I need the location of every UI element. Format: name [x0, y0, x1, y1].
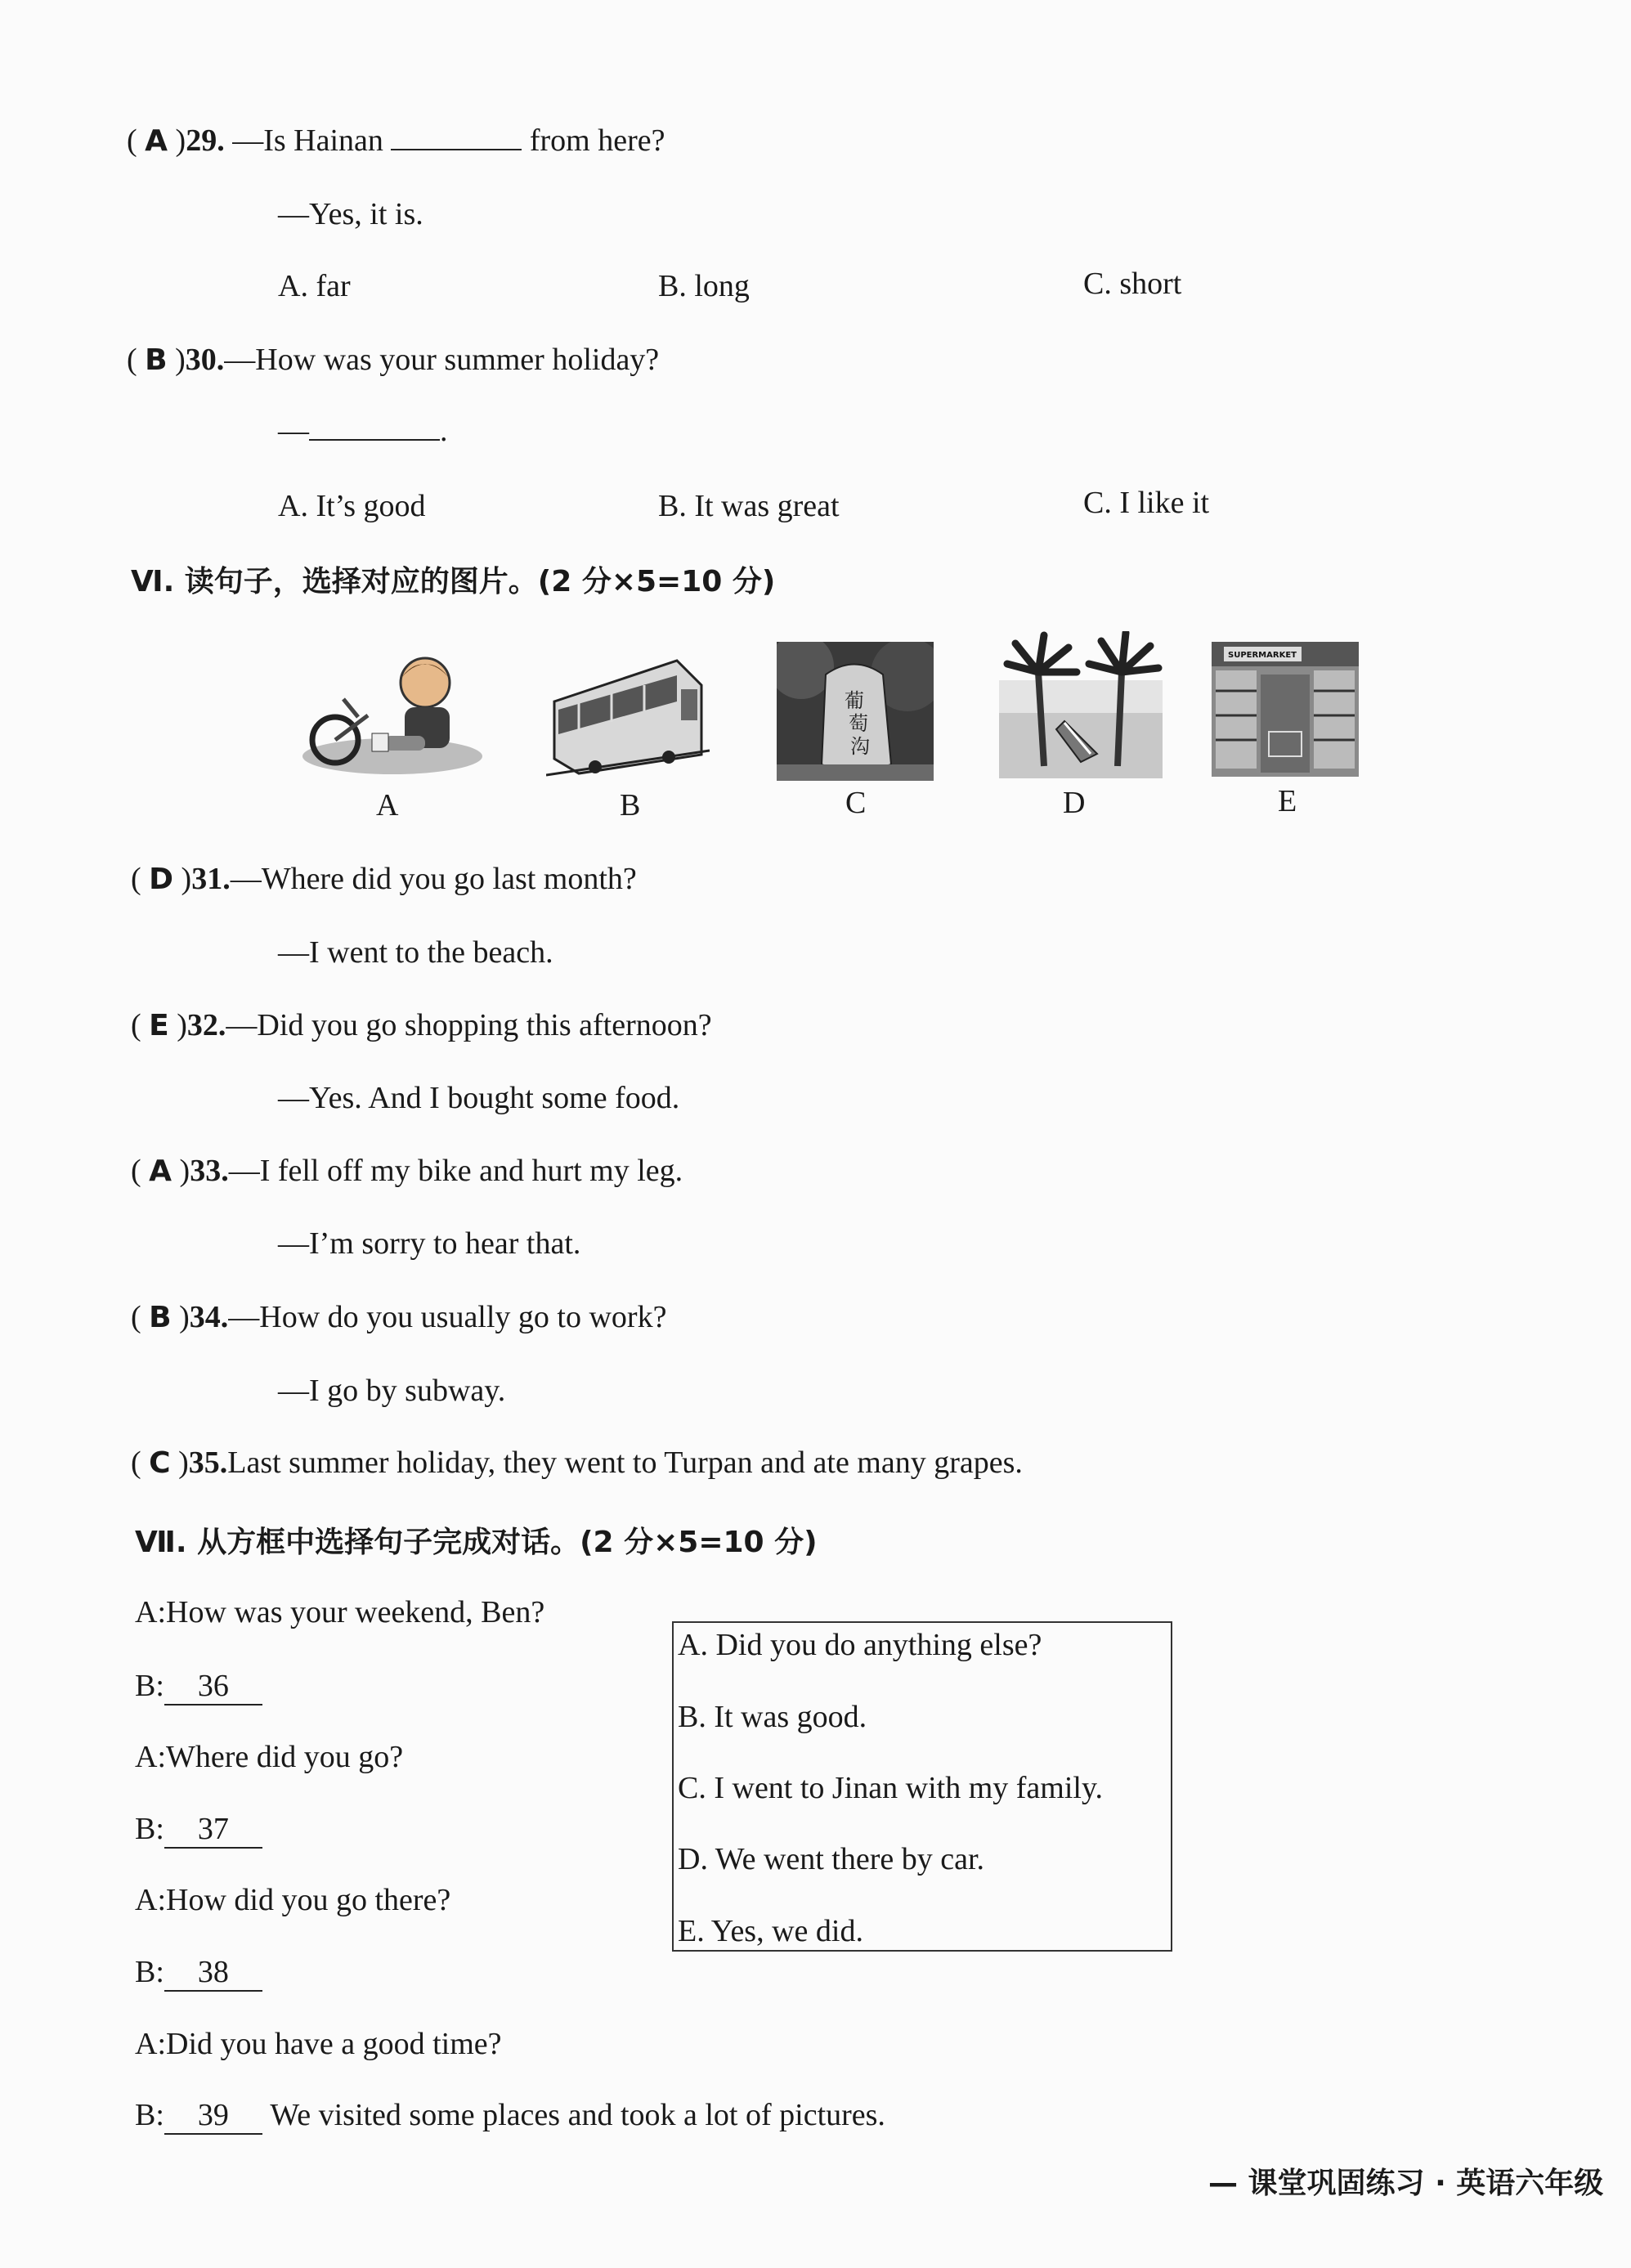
stone-char-1: 葡	[845, 689, 864, 712]
q32-line2: —Yes. And I bought some food.	[278, 1081, 680, 1115]
q33-line2: —I’m sorry to hear that.	[278, 1226, 581, 1261]
speaker: B:	[135, 1955, 164, 1989]
speaker: A:	[135, 1740, 166, 1774]
dialogue-line-4	[135, 1811, 262, 1849]
q29-option-c: C. short	[1083, 267, 1182, 301]
blank-36: 36	[164, 1668, 262, 1705]
q30-reply-prefix: —	[278, 414, 309, 448]
picture-a-boy-bike	[294, 650, 482, 781]
dialogue-text: We visited some places and took a lot of pictures.	[270, 2098, 885, 2132]
supermarket-sign: SUPERMARKET	[1228, 651, 1297, 660]
q31-line2: —I went to the beach.	[278, 935, 553, 970]
section7-heading: Ⅶ. 从方框中选择句子完成对话。(2 分×5=10 分)	[135, 1526, 818, 1559]
picture-c-grape-valley-stone	[777, 642, 934, 781]
picture-e-supermarket	[1212, 642, 1359, 777]
dialogue-line-6	[135, 1954, 262, 1992]
dialogue-line-8	[135, 2097, 885, 2135]
box-option-c: C. I went to Jinan with my family.	[678, 1771, 1103, 1805]
q33-line1: —I fell off my bike and hurt my leg.	[228, 1154, 683, 1188]
box-option-b: B. It was good.	[678, 1700, 867, 1734]
speaker: A:	[135, 1883, 166, 1917]
q34-line1: —How do you usually go to work?	[228, 1300, 667, 1334]
box-option-e: E. Yes, we did.	[678, 1914, 863, 1948]
q33-answer: A	[149, 1154, 173, 1188]
stone-char-2: 萄	[849, 712, 868, 735]
q32-stem: ( E )32.—Did you go shopping this afternoon?	[131, 1008, 712, 1042]
dialogue-text: How was your weekend, Ben?	[166, 1595, 545, 1629]
dialogue-line-7	[135, 2026, 502, 2062]
q30-number: 30.	[185, 343, 225, 377]
stone-char-3: 沟	[850, 735, 870, 758]
q30-reply	[278, 413, 448, 449]
dialogue-line-3	[135, 1739, 403, 1775]
q29-prompt-after: from here?	[529, 123, 665, 158]
q34-stem: ( B )34.—How do you usually go to work?	[131, 1300, 667, 1334]
q35-number: 35.	[188, 1446, 228, 1480]
q29-reply: —Yes, it is.	[278, 197, 423, 231]
dialogue-text: How did you go there?	[166, 1883, 451, 1917]
q35-stem: ( C )35.Last summer holiday, they went to Turpan and ate many grapes.	[131, 1446, 1023, 1480]
dialogue-line-5	[135, 1882, 450, 1918]
picture-label-a: A	[376, 788, 399, 822]
q34-line2: —I go by subway.	[278, 1374, 506, 1408]
q29-number: 29.	[186, 123, 225, 158]
q33-stem: ( A )33.—I fell off my bike and hurt my leg.	[131, 1154, 683, 1188]
q35-answer: C	[149, 1446, 171, 1480]
blank-37: 37	[164, 1811, 262, 1849]
blank-38: 38	[164, 1954, 262, 1992]
q31-number: 31.	[191, 862, 231, 896]
page-footer: — 课堂巩固练习 · 英语六年级	[1208, 2167, 1604, 2200]
speaker: B:	[135, 1669, 164, 1703]
q29-answer: A	[145, 124, 168, 158]
q30-prompt: —How was your summer holiday?	[224, 343, 660, 377]
section6-heading: Ⅵ. 读句子，选择对应的图片。(2 分×5=10 分)	[131, 565, 776, 598]
box-option-d: D. We went there by car.	[678, 1842, 985, 1876]
q35-line1: Last summer holiday, they went to Turpan and ate many grapes.	[227, 1446, 1023, 1480]
q29-blank	[391, 124, 522, 150]
q30-reply-suffix: .	[440, 414, 448, 448]
speaker: B:	[135, 2098, 164, 2132]
dialogue-line-1	[135, 1594, 544, 1630]
picture-label-d: D	[1063, 786, 1086, 820]
speaker: B:	[135, 1812, 164, 1846]
q29-prompt-before: —Is Hainan	[232, 123, 383, 158]
q31-line1: —Where did you go last month?	[230, 862, 637, 896]
q32-answer: E	[149, 1009, 169, 1042]
picture-d-beach	[999, 631, 1163, 778]
picture-label-b: B	[620, 788, 641, 822]
picture-label-e: E	[1278, 784, 1297, 818]
q30-option-a: A. It’s good	[278, 489, 426, 523]
q31-answer: D	[149, 863, 174, 896]
q30-option-c: C. I like it	[1083, 486, 1210, 520]
blank-39: 39	[164, 2097, 262, 2135]
picture-b-train	[546, 652, 710, 783]
q30-stem: ( B )30.—How was your summer holiday?	[127, 343, 660, 377]
q29-option-a: A. far	[278, 269, 351, 303]
q30-answer: B	[145, 343, 168, 377]
q32-line1: —Did you go shopping this afternoon?	[226, 1008, 712, 1042]
q29-stem: ( A )29. —Is Hainan from here?	[127, 123, 665, 158]
box-option-a: A. Did you do anything else?	[678, 1628, 1042, 1662]
q30-blank	[309, 415, 440, 441]
q30-option-b: B. It was great	[658, 489, 840, 523]
q31-stem: ( D )31.—Where did you go last month?	[131, 862, 637, 896]
dialogue-text: Did you have a good time?	[166, 2027, 502, 2061]
q34-answer: B	[149, 1301, 172, 1334]
q29-option-b: B. long	[658, 269, 750, 303]
q32-number: 32.	[186, 1008, 226, 1042]
speaker: A:	[135, 2027, 166, 2061]
q34-number: 34.	[189, 1300, 229, 1334]
dialogue-line-2	[135, 1668, 262, 1705]
dialogue-text: Where did you go?	[166, 1740, 404, 1774]
speaker: A:	[135, 1595, 166, 1629]
picture-label-c: C	[845, 786, 867, 820]
q33-number: 33.	[190, 1154, 229, 1188]
